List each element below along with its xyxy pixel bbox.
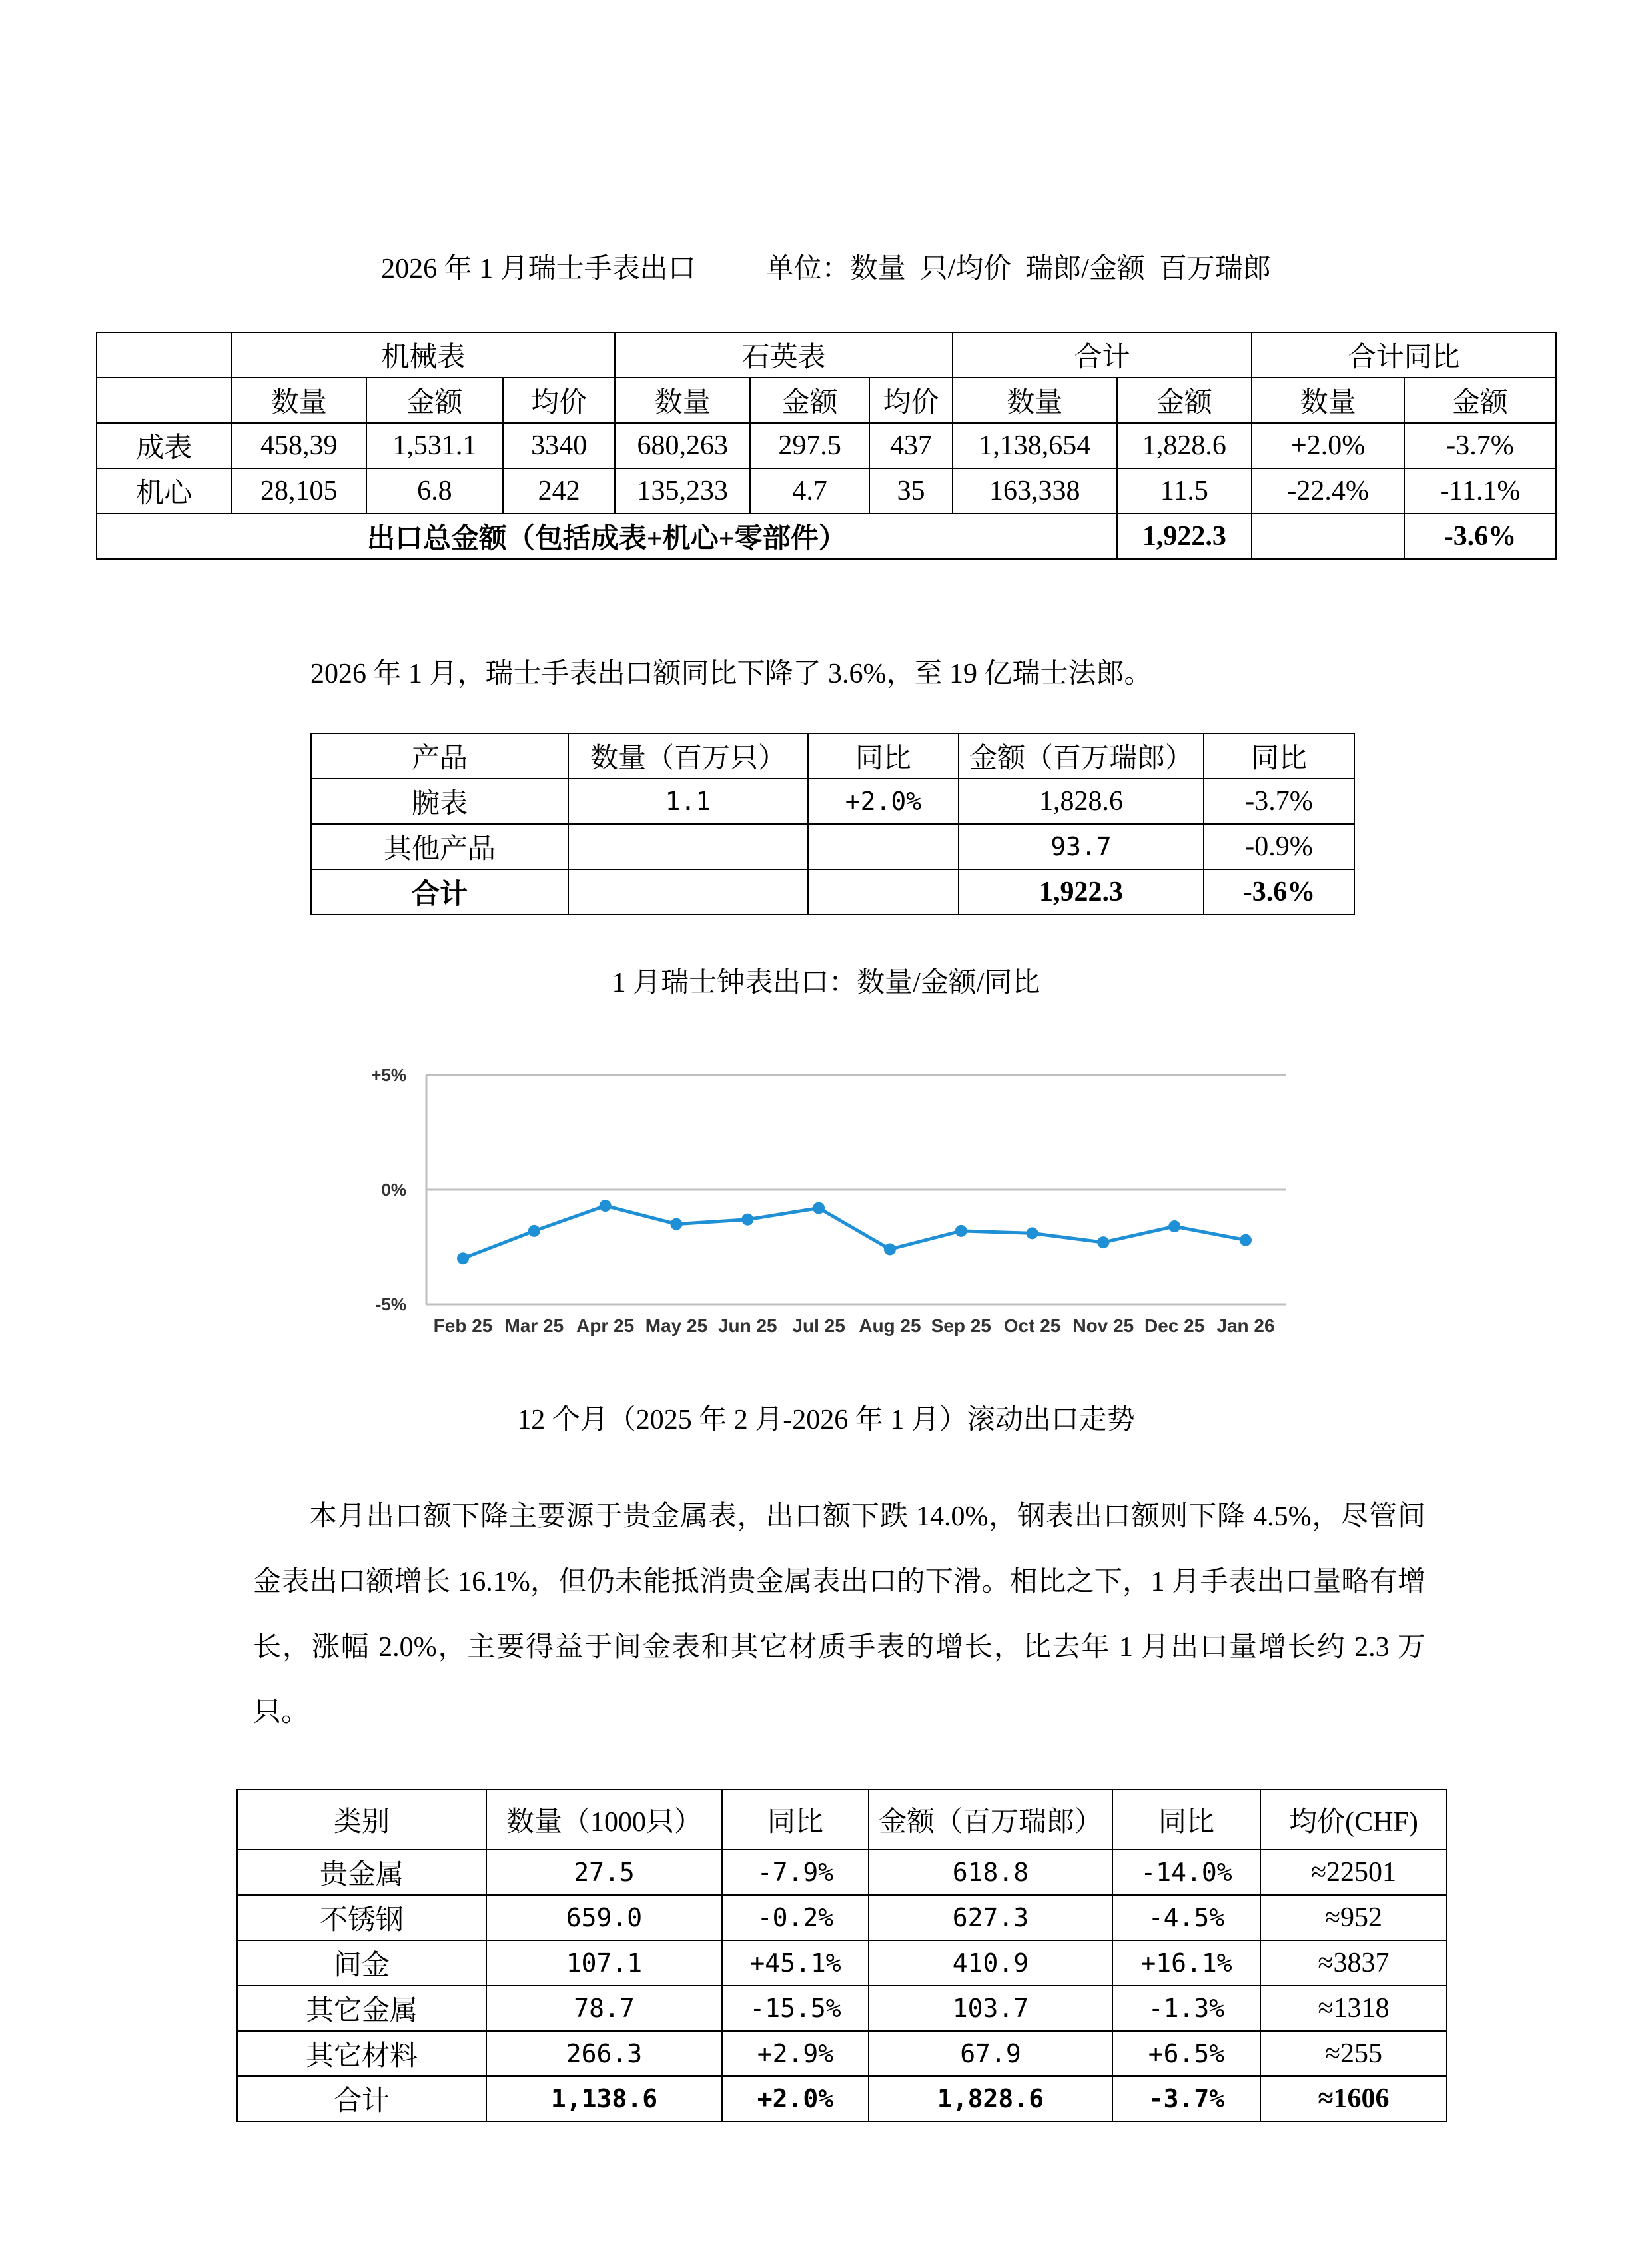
table-cell: 1.1 [568,779,808,824]
table-cell: 1,828.6 [959,779,1204,824]
table-row [311,733,1354,779]
table-row [97,378,1556,423]
table-row [237,1895,1447,1940]
table-cell [568,824,808,869]
table-row [97,332,1556,378]
table-cell: 28,105 [232,468,367,514]
table-cell: ≈952 [1260,1895,1447,1940]
data-point [1168,1220,1180,1232]
column-header: 同比 [808,733,959,779]
table-cell: -11.1% [1404,468,1556,514]
table-row [97,514,1556,559]
column-header: 金额（百万瑞郎） [869,1790,1112,1850]
table-cell: -15.5% [722,1986,869,2031]
x-tick-label: Aug 25 [859,1316,921,1336]
x-tick-label: Jul 25 [792,1316,845,1336]
group-header: 机械表 [232,332,616,378]
table-cell: 1,531.1 [366,423,503,468]
y-tick-label: 0% [381,1180,406,1200]
table-cell: 6.8 [366,468,503,514]
x-tick-label: Nov 25 [1072,1316,1134,1336]
table-cell: 贵金属 [237,1850,486,1895]
table-cell: 27.5 [486,1850,722,1895]
group-header: 石英表 [615,332,952,378]
table-cell: +6.5% [1112,2031,1260,2076]
table-row [237,2076,1447,2121]
table-cell: 1,828.6 [1117,423,1252,468]
data-point [1097,1236,1109,1248]
table-cell: 其他产品 [311,824,568,869]
data-point [670,1218,682,1230]
table-cell: 93.7 [959,824,1204,869]
table-cell: 103.7 [869,1986,1112,2031]
table-row [311,869,1354,915]
table-cell: 腕表 [311,779,568,824]
table-cell: 67.9 [869,2031,1112,2076]
column-header: 同比 [1204,733,1354,779]
column-header: 数量 [615,378,750,423]
x-tick-label: Feb 25 [433,1316,493,1336]
column-header: 金额 [1117,378,1252,423]
data-point [457,1252,469,1264]
table-cell: 合计 [311,869,568,915]
column-header: 金额 [366,378,503,423]
table-cell: 107.1 [486,1940,722,1986]
data-point [884,1243,896,1255]
column-header: 数量（1000只） [486,1790,722,1850]
table-row [237,1986,1447,2031]
table-cell: -14.0% [1112,1850,1260,1895]
table-cell: 其它金属 [237,1986,486,2031]
table-row [237,1850,1447,1895]
column-header: 同比 [722,1790,869,1850]
data-point [528,1225,540,1237]
table-cell: +2.0% [808,779,959,824]
table-cell: 437 [869,423,952,468]
table-cell: +2.9% [722,2031,869,2076]
table-cell [808,824,959,869]
product-table [310,733,1355,915]
table-cell: +16.1% [1112,1940,1260,1986]
table-cell: -7.9% [722,1850,869,1895]
table-cell: ≈255 [1260,2031,1447,2076]
table-cell: 680,263 [615,423,750,468]
table-cell: -1.3% [1112,1986,1260,2031]
x-tick-label: Oct 25 [1003,1316,1061,1336]
data-point [813,1202,825,1214]
x-tick-label: Jun 25 [717,1316,777,1336]
table-cell: 266.3 [486,2031,722,2076]
table-cell: 458,39 [232,423,367,468]
chart-title: 1 月瑞士钟表出口：数量/金额/同比 [612,968,1040,998]
column-header: 数量 [1252,378,1404,423]
table-cell: 1,138.6 [486,2076,722,2121]
table-row [237,1790,1447,1850]
column-header: 数量（百万只） [568,733,808,779]
total-label: 出口总金额（包括成表+机心+零部件） [97,514,1117,559]
summary-paragraph: 2026 年 1 月，瑞士手表出口额同比下降了 3.6%，至 19 亿瑞士法郎。 [310,659,1152,689]
table-cell: -3.7% [1112,2076,1260,2121]
data-point [1240,1234,1252,1246]
row-label: 成表 [97,423,232,468]
table-cell: 659.0 [486,1895,722,1940]
data-point [1027,1227,1038,1239]
table-cell [568,869,808,915]
table-cell: -4.5% [1112,1895,1260,1940]
table-cell: -0.9% [1204,824,1354,869]
table-cell: 627.3 [869,1895,1112,1940]
x-tick-label: Sep 25 [931,1316,991,1336]
table-row [237,2031,1447,2076]
table-cell: ≈1318 [1260,1986,1447,2031]
table-row [311,824,1354,869]
y-tick-label: -5% [375,1294,406,1314]
group-header: 合计 [953,332,1252,378]
table-row [97,423,1556,468]
table-cell: 1,922.3 [959,869,1204,915]
table-cell: -3.6% [1204,869,1354,915]
group-header: 合计同比 [1252,332,1556,378]
x-tick-label: Jan 26 [1216,1316,1275,1336]
column-header: 类别 [237,1790,486,1850]
table-row [97,468,1556,514]
rolling-export-line-chart [346,1046,1306,1359]
total-yoy: -3.6% [1404,514,1556,559]
table-cell: 其它材料 [237,2031,486,2076]
table-cell: +2.0% [722,2076,869,2121]
table-cell: ≈22501 [1260,1850,1447,1895]
material-table [236,1789,1447,2122]
x-tick-label: May 25 [645,1316,708,1336]
table-cell: 78.7 [486,1986,722,2031]
table-cell: 163,338 [953,468,1117,514]
column-header: 金额 [1404,378,1556,423]
table-cell: 35 [869,468,952,514]
table-cell: ≈1606 [1260,2076,1447,2121]
table-cell: 297.5 [750,423,869,468]
data-point [741,1214,753,1226]
table-cell: +2.0% [1252,423,1404,468]
table-cell: -3.7% [1404,423,1556,468]
table-row [237,1940,1447,1986]
analysis-paragraph: 本月出口额下降主要源于贵金属表，出口额下跌 14.0%，钢表出口额则下降 4.5%，尽管间金表出口额增长 16.1%，但仍未能抵消贵金属表出口的下滑。相比之下，1 月手表出口量略有增长，涨幅 2.0%，主要得益于间金表和其它材质手表的增长，比去年 1 月出口量增长约 2.3 万只。 [253,1501,1426,1728]
x-tick-label: Apr 25 [576,1316,635,1336]
row-label: 机心 [97,468,232,514]
column-header: 金额 [750,378,869,423]
table-cell: 不锈钢 [237,1895,486,1940]
column-header: 同比 [1112,1790,1260,1850]
table-row [311,779,1354,824]
data-point [955,1225,967,1237]
data-point [600,1200,612,1212]
table-cell: 1,138,654 [953,423,1117,468]
column-header: 数量 [232,378,367,423]
series-line [463,1206,1246,1258]
chart-caption: 12 个月（2025 年 2 月-2026 年 1 月）滚动出口走势 [517,1405,1135,1435]
table-cell: 242 [503,468,616,514]
export-title: 2026 年 1 月瑞士手表出口 [381,254,696,284]
y-tick-label: +5% [371,1065,406,1085]
column-header: 数量 [953,378,1117,423]
column-header: 均价 [503,378,616,423]
table-cell: -3.7% [1204,779,1354,824]
export-summary-table [96,332,1557,560]
table-cell: 1,828.6 [869,2076,1112,2121]
table-cell [808,869,959,915]
export-title-line [0,246,1652,286]
column-header: 产品 [311,733,568,779]
total-value: 1,922.3 [1117,514,1252,559]
table-cell: ≈3837 [1260,1940,1447,1986]
table-cell: 410.9 [869,1940,1112,1986]
unit-note: 单位：数量 只/均价 瑞郎/金额 百万瑞郎 [765,254,1271,284]
table-cell: 618.8 [869,1850,1112,1895]
table-cell: 合计 [237,2076,486,2121]
x-tick-label: Dec 25 [1144,1316,1205,1336]
table-cell: 4.7 [750,468,869,514]
table-cell: -0.2% [722,1895,869,1940]
table-cell: 3340 [503,423,616,468]
table-cell: 135,233 [615,468,750,514]
table-cell: 11.5 [1117,468,1252,514]
column-header: 均价(CHF) [1260,1790,1447,1850]
column-header: 均价 [869,378,952,423]
table-cell: +45.1% [722,1940,869,1986]
x-tick-label: Mar 25 [504,1316,564,1336]
table-cell: 间金 [237,1940,486,1986]
table-cell: -22.4% [1252,468,1404,514]
column-header: 金额（百万瑞郎） [959,733,1204,779]
